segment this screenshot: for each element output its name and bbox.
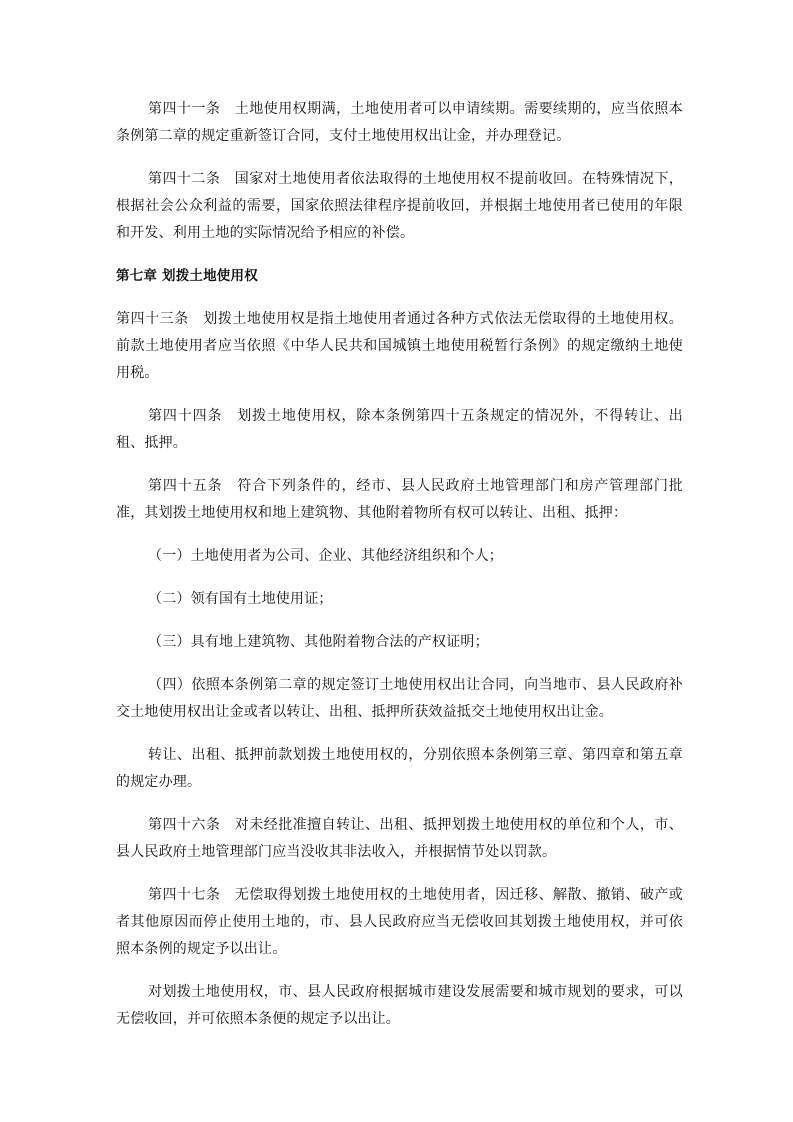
article-47-paragraph: 第四十七条 无偿取得划拨土地使用权的土地使用者，因迁移、解散、撤销、破产或者其他原因而停止使用土地的，市、县人民政府应当无偿收回其划拨土地使用权，并可依照本条例的规定予以出让。 — [116, 887, 683, 957]
list-item-2: （二）领有国有土地使用证； — [148, 591, 333, 607]
article-44-paragraph: 第四十四条 划拨土地使用权，除本条例第四十五条规定的情况外，不得转让、出租、抵押。 — [116, 408, 683, 451]
article-46-paragraph: 第四十六条 对未经批准擅自转让、出租、抵押划拨土地使用权的单位和个人，市、县人民政府土地管理部门应当没收其非法收入，并根据情节处以罚款。 — [116, 817, 683, 860]
list-item-3: （三）具有地上建筑物、其他附着物合法的产权证明； — [148, 634, 489, 650]
article-45-supplement-paragraph: 转让、出租、抵押前款划拨土地使用权的，分别依照本条例第三章、第四章和第五章的规定办理。 — [116, 747, 683, 790]
article-47-supplement-paragraph: 对划拨土地使用权，市、县人民政府根据城市建设发展需要和城市规划的要求，可以无偿收回，并可依照本条便的规定予以出让。 — [116, 984, 683, 1027]
article-41-paragraph: 第四十一条 土地使用权期满，土地使用者可以申请续期。需要续期的，应当依照本条例第二章的规定重新签订合同，支付土地使用权出让金，并办理登记。 — [116, 101, 683, 144]
article-45-paragraph: 第四十五条 符合下列条件的，经市、县人民政府土地管理部门和房产管理部门批准，其划拨土地使用权和地上建筑物、其他附着物所有权可以转让、出租、抵押： — [116, 478, 683, 521]
article-42-paragraph: 第四十二条 国家对土地使用者依法取得的土地使用权不提前收回。在特殊情况下，根据社会公众利益的需要，国家依照法律程序提前收回，并根据土地使用者已使用的年限和开发、利用土地的实际情况给予相应的补偿。 — [116, 171, 683, 241]
list-item-4: （四）依照本条例第二章的规定签订土地使用权出让合同，向当地市、县人民政府补交土地使用权出让金或者以转让、出租、抵押所获效益抵交土地使用权出让金。 — [116, 677, 683, 720]
list-item-1: （一）土地使用者为公司、企业、其他经济组织和个人； — [148, 548, 503, 564]
article-43-paragraph: 第四十三条 划拨土地使用权是指土地使用者通过各种方式依法无偿取得的土地使用权。前款土地使用者应当依照《中华人民共和国城镇土地使用税暂行条例》的规定缴纳土地使用税。 — [116, 311, 683, 381]
chapter-7-heading: 第七章 划拨土地使用权 — [116, 268, 258, 284]
